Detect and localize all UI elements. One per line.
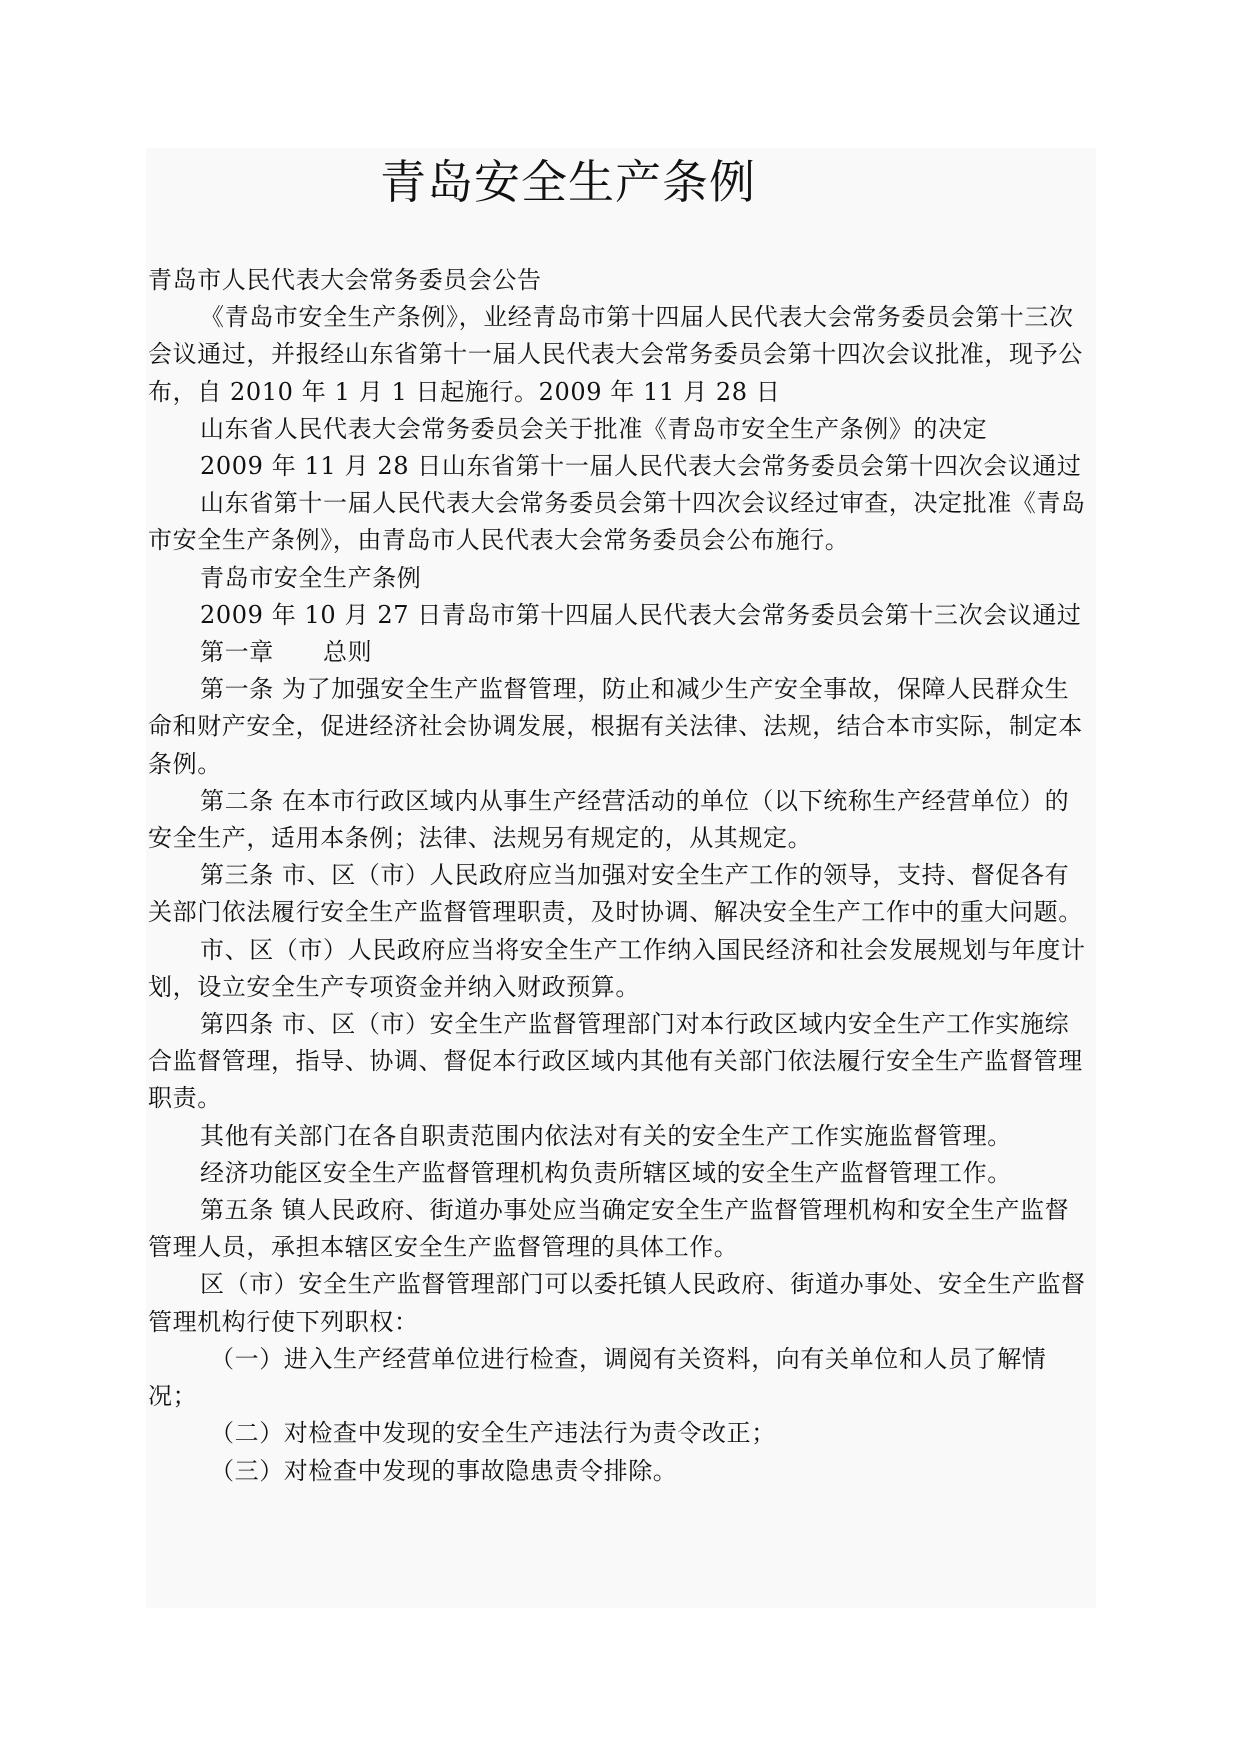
paragraph: 经济功能区安全生产监督管理机构负责所辖区域的安全生产监督管理工作。 (200, 1158, 1012, 1187)
paragraph: 《青岛市安全生产条例》，业经青岛市第十四届人民代表大会常务委员会第十三次会议通过，并报经山东省第十一届人民代表大会常务委员会第十四次会议批准，现予公布，自 2010 年 1 月 1 日起施行。2009 年 11 月 28 日 (148, 303, 1083, 406)
notice-heading: 青岛市人民代表大会常务委员会公告 (148, 266, 542, 294)
paragraph: 2009 年 10 月 27 日青岛市第十四届人民代表大会常务委员会第十三次会议通过 (200, 600, 1082, 629)
article: 第二条 在本市行政区域内从事生产经营活动的单位（以下统称生产经营单位）的安全生产，适用本条例；法律、法规另有规定的，从其规定。 (148, 786, 1070, 853)
article: 第三条 市、区（市）人民政府应当加强对安全生产工作的领导，支持、督促各有关部门依法履行安全生产监督管理职责，及时协调、解决安全生产工作中的重大问题。 (148, 861, 1083, 927)
document-title: 青岛安全生产条例 (380, 155, 756, 209)
paragraph: 其他有关部门在各自职责范围内依法对有关的安全生产工作实施监督管理。 (200, 1121, 1012, 1150)
chapter-heading: 第一章 总则 (200, 638, 373, 667)
paragraph: 山东省人民代表大会常务委员会关于批准《青岛市安全生产条例》的决定 (200, 414, 988, 443)
paragraph: 青岛市安全生产条例 (200, 563, 422, 592)
list-item: （一）进入生产经营单位进行检查，调阅有关资料，向有关单位和人员了解情况； (148, 1344, 1047, 1411)
paragraph: 山东省第十一届人民代表大会常务委员会第十四次会议经过审查，决定批准《青岛市安全生产条例》，由青岛市人民代表大会常务委员会公布施行。 (148, 489, 1086, 555)
article: 第五条 镇人民政府、街道办事处应当确定安全生产监督管理机构和安全生产监督管理人员，承担本辖区安全生产监督管理的具体工作。 (148, 1196, 1070, 1262)
list-item: （二）对检查中发现的安全生产违法行为责令改正； (210, 1419, 776, 1448)
article: 第四条 市、区（市）安全生产监督管理部门对本行政区域内安全生产工作实施综合监督管理，指导、协调、督促本行政区域内其他有关部门依法履行安全生产监督管理职责。 (148, 1010, 1083, 1113)
document-body (148, 262, 1088, 1490)
paragraph: 市、区（市）人民政府应当将安全生产工作纳入国民经济和社会发展规划与年度计划，设立安全生产专项资金并纳入财政预算。 (148, 935, 1086, 1001)
paragraph: 区（市）安全生产监督管理部门可以委托镇人民政府、街道办事处、安全生产监督管理机构行使下列职权： (148, 1270, 1086, 1336)
article: 第一条 为了加强安全生产监督管理，防止和减少生产安全事故，保障人民群众生命和财产安全，促进经济社会协调发展，根据有关法律、法规，结合本市实际，制定本条例。 (148, 675, 1083, 778)
list-item: （三）对检查中发现的事故隐患责令排除。 (210, 1456, 678, 1485)
paragraph: 2009 年 11 月 28 日山东省第十一届人民代表大会常务委员会第十四次会议通过 (200, 452, 1082, 481)
